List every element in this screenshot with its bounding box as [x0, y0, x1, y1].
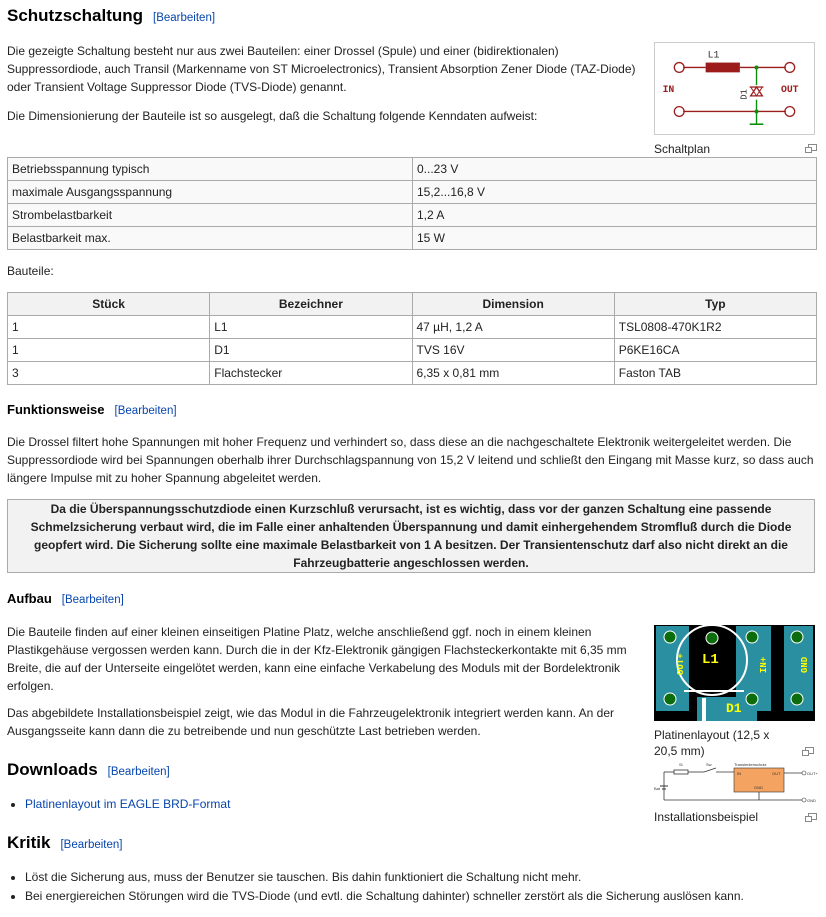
- spec-label: Belastbarkeit max.: [8, 227, 413, 250]
- column-header: Typ: [614, 293, 816, 316]
- kritik-list: [7, 868, 744, 906]
- edit-link-funktionsweise[interactable]: [Bearbeiten]: [114, 405, 177, 417]
- install-label-out-plus: OUT+: [807, 771, 818, 776]
- table-row: [8, 181, 817, 204]
- list-item: • Bei energiereichen Störungen wird die TVS-Diode (und evtl. die Schaltung dahinter) schneller zerstört als die Sicherung auslösen kann.: [25, 887, 744, 906]
- pcb-label-out-plus: OUT+: [676, 653, 686, 675]
- table-cell: 47 µH, 1,2 A: [412, 316, 614, 339]
- heading-aufbau: [7, 591, 124, 606]
- magnify-icon[interactable]: [802, 747, 814, 756]
- magnify-icon[interactable]: [805, 144, 817, 153]
- figure-installationsbeispiel: [654, 760, 817, 825]
- install-label-gnd: GND: [807, 798, 816, 803]
- table-cell: D1: [210, 339, 412, 362]
- caption-installationsbeispiel: [654, 809, 817, 825]
- label-l1: L1: [707, 49, 720, 61]
- heading-kritik: [7, 833, 122, 853]
- list-item: • Löst die Sicherung aus, muss der Benutzer sie tauschen. Bis dahin funktioniert die Schaltung nicht mehr.: [25, 868, 744, 887]
- downloads-list: [7, 795, 230, 814]
- list-item: [25, 795, 230, 814]
- table-header-row: [8, 293, 817, 316]
- table-cell: TSL0808-470K1R2: [614, 316, 816, 339]
- install-label-bat: Bat: [654, 786, 661, 791]
- figure-schaltplan: [654, 42, 817, 157]
- schematic-image[interactable]: [654, 42, 815, 135]
- edit-link-downloads[interactable]: [Bearbeiten]: [107, 766, 170, 778]
- paragraph-aufbau-1: Die Bauteile finden auf einer kleinen einseitigen Platine Platz, welche anschließend ggf. noch in einem kleinen Plastikgehäuse vergossen werden kann. Durch die in der Kfz-Elektronik gängigen Flachsteckerkontakte mit 6,35 mm Breite, die auf der Unterseite eingelötet werden, kann eine einfache Verkabelung des Moduls mit der Bordelektronik erfolgen.: [7, 625, 627, 693]
- pcb-label-gnd: GND: [800, 656, 810, 673]
- spec-label: Strombelastbarkeit: [8, 204, 413, 227]
- column-header: Bezeichner: [210, 293, 412, 316]
- install-label-in: IN: [737, 771, 741, 776]
- caption-schaltplan: [654, 141, 817, 157]
- install-label-title: Transientenschutz: [734, 762, 767, 767]
- paragraph-aufbau-2: Das abgebildete Installationsbeispiel zeigt, wie das Modul in die Fahrzeugelektronik integriert werden kann. An der Ausgangsseite kann dann die zu betreibende und nun geschützte Last betrieben werden.: [7, 706, 615, 738]
- install-label-si: Si: [679, 762, 683, 767]
- heading-downloads: [7, 760, 170, 780]
- edit-link-aufbau[interactable]: [Bearbeiten]: [61, 594, 124, 606]
- warning-notice: Da die Überspannungsschutzdiode einen Kurzschluß verursacht, ist es wichtig, dass vor der ganzen Schaltung eine passende Schmelzsicherung verbaut wird, die im Falle einer anhaltenden Überspannung und damit einhergehendem Stromfluß durch die Diode geopfert wird. Die Sicherung sollte eine maximale Belastbarkeit von 1 A besitzen. Der Transientenschutz darf also nicht direkt an die Fahrzeugbatterie angeschlossen werden.: [7, 499, 815, 573]
- heading-text: Schutzschaltung: [7, 6, 144, 25]
- download-link-eagle-brd[interactable]: Platinenlayout im EAGLE BRD-Format: [25, 797, 231, 811]
- table-row: [8, 204, 817, 227]
- spec-value: 0...23 V: [413, 158, 817, 181]
- table-cell: 3: [8, 362, 210, 385]
- label-out: OUT: [780, 83, 799, 95]
- spec-label: Betriebsspannung typisch: [8, 158, 413, 181]
- table-cell: 1: [8, 339, 210, 362]
- caption-text: Platinenlayout (12,5 x 20,5 mm): [654, 728, 770, 758]
- column-header: Stück: [8, 293, 210, 316]
- pcb-label-l1: L1: [702, 652, 719, 668]
- table-cell: 1: [8, 316, 210, 339]
- label-d1: D1: [739, 89, 750, 100]
- table-row: [8, 362, 817, 385]
- magnify-icon[interactable]: [805, 813, 817, 822]
- table-row: [8, 227, 817, 250]
- heading-schutzschaltung: [7, 6, 215, 26]
- install-label-sw: Sw: [706, 762, 712, 767]
- pcb-image[interactable]: [654, 625, 815, 721]
- specs-table: [7, 157, 817, 250]
- caption-text: Installationsbeispiel: [654, 810, 759, 824]
- spec-value: 15 W: [413, 227, 817, 250]
- heading-text: Funktionsweise: [7, 402, 105, 417]
- table-row: [8, 339, 817, 362]
- heading-text: Downloads: [7, 760, 98, 779]
- heading-text: Kritik: [7, 833, 51, 852]
- pcb-label-in-plus: IN+: [759, 656, 769, 673]
- table-cell: Faston TAB: [614, 362, 816, 385]
- spec-label: maximale Ausgangsspannung: [8, 181, 413, 204]
- caption-text: Schaltplan: [654, 142, 711, 156]
- label-bauteile: Bauteile:: [7, 264, 54, 278]
- figure-platinenlayout: [654, 625, 817, 759]
- column-header: Dimension: [412, 293, 614, 316]
- install-label-out: OUT: [772, 771, 781, 776]
- heading-funktionsweise: [7, 402, 177, 417]
- table-row: [8, 158, 817, 181]
- bauteile-table: [7, 292, 817, 385]
- paragraph-funktion: Die Drossel filtert hohe Spannungen mit hoher Frequenz und verhindert so, dass diese an die nachgeschaltete Elektronik weitergeleitet werden. Die Suppressordiode wird bei Spannungen oberhalb ihrer Durchschlagspannung von 15,2 V leitend und schließt den Eingang mit Masse kurz, so dass auch längere Impulse mit zu hoher Spannung abgeleitet werden.: [7, 435, 814, 485]
- label-in: IN: [662, 83, 675, 95]
- installation-image[interactable]: [654, 760, 818, 805]
- heading-text: Aufbau: [7, 591, 52, 606]
- table-cell: 6,35 x 0,81 mm: [412, 362, 614, 385]
- paragraph-dimensionierung: Die Dimensionierung der Bauteile ist so ausgelegt, daß die Schaltung folgende Kenndaten aufweist:: [7, 109, 538, 123]
- caption-platinenlayout: [654, 727, 784, 759]
- table-cell: TVS 16V: [412, 339, 614, 362]
- table-cell: Flachstecker: [210, 362, 412, 385]
- table-row: [8, 316, 817, 339]
- spec-value: 15,2...16,8 V: [413, 181, 817, 204]
- table-cell: L1: [210, 316, 412, 339]
- paragraph-intro: Die gezeigte Schaltung besteht nur aus zwei Bauteilen: einer Drossel (Spule) und einer (bidirektionalen) Suppressordiode, auch Transil (Markenname von ST Microelectronics), Transient Absorption Zener Diode (TAZ-Diode) oder Transient Voltage Suppressor Diode (TVS-Diode) genannt.: [7, 44, 636, 94]
- table-cell: P6KE16CA: [614, 339, 816, 362]
- edit-link-schutzschaltung[interactable]: [Bearbeiten]: [153, 12, 216, 24]
- spec-value: 1,2 A: [413, 204, 817, 227]
- edit-link-kritik[interactable]: [Bearbeiten]: [60, 839, 123, 851]
- install-label-gnd-box: GND: [754, 785, 763, 790]
- pcb-label-d1: D1: [726, 701, 742, 716]
